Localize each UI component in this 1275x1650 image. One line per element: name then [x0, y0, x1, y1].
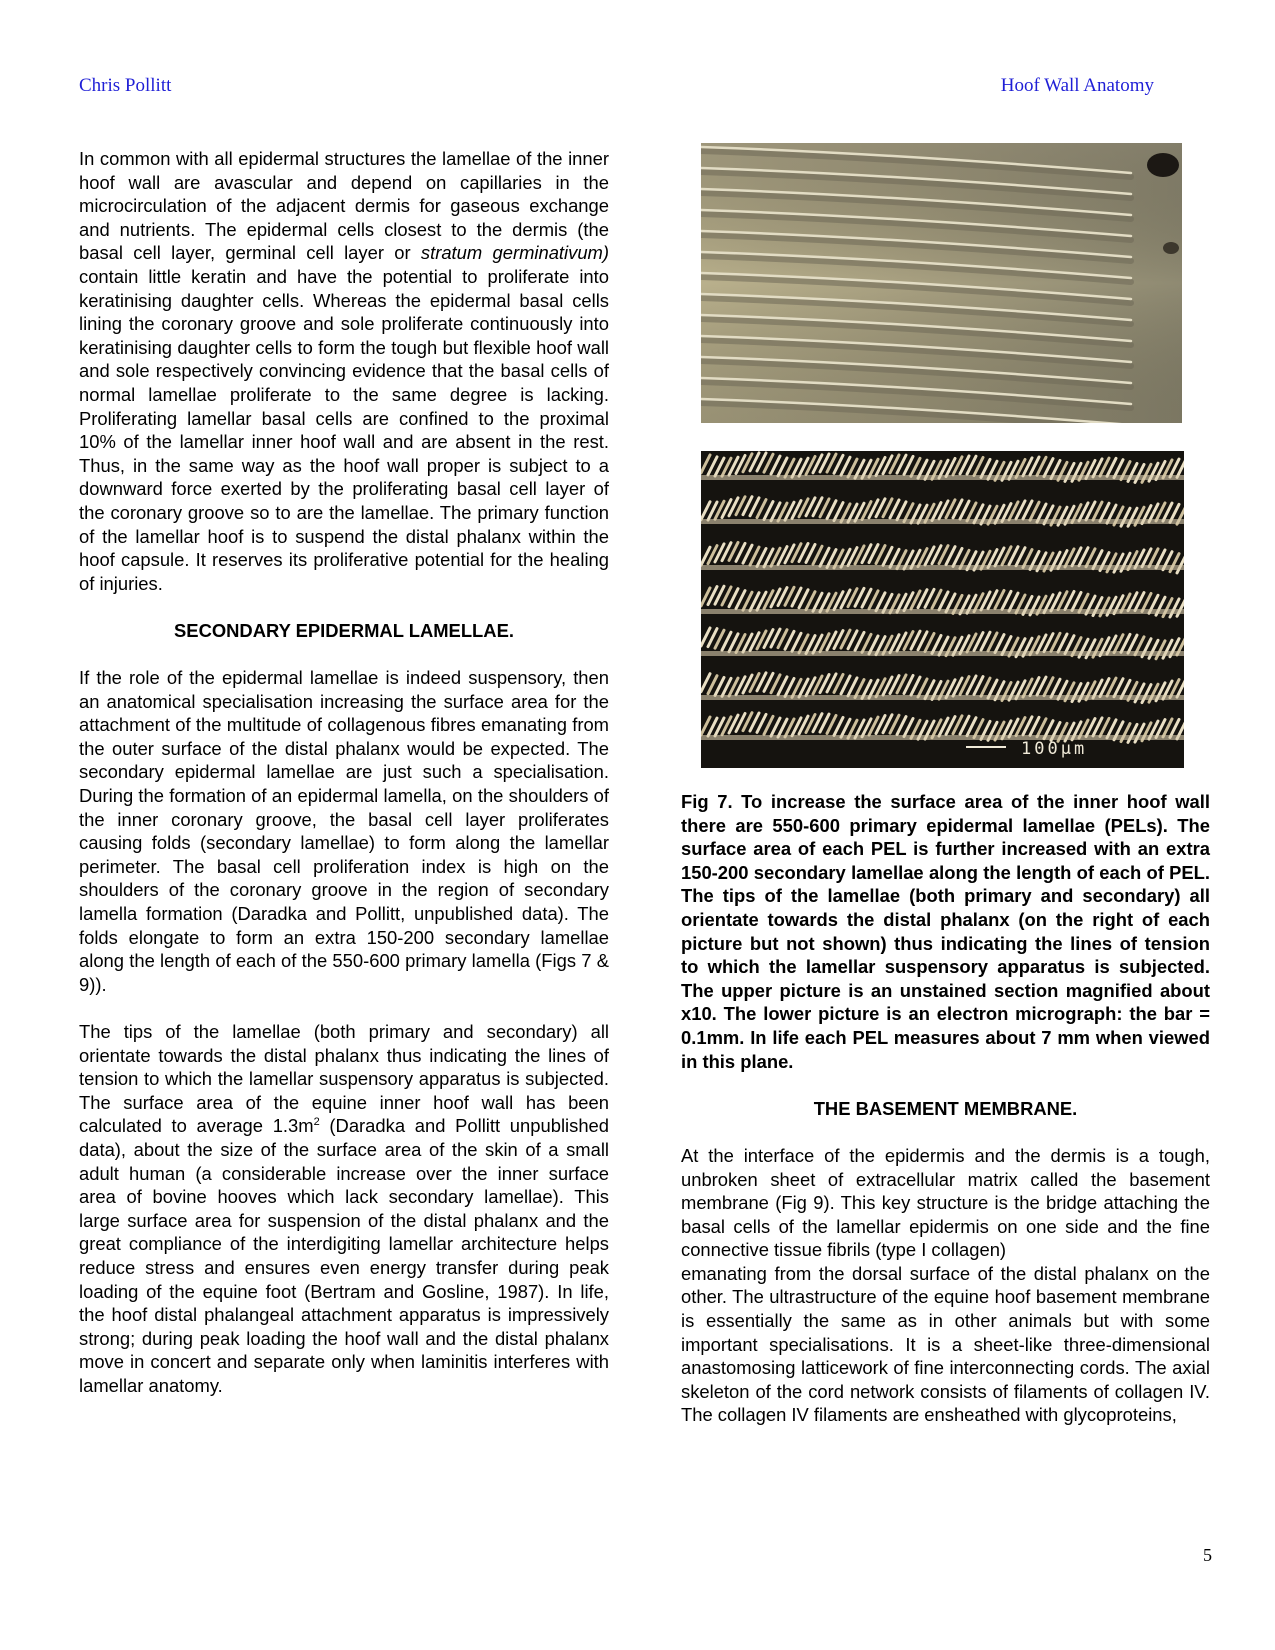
- section-heading-basement-membrane: THE BASEMENT MEMBRANE.: [813, 1097, 1078, 1119]
- paragraph-basement-membrane-a: At the interface of the epidermis and the dermis is a tough, unbroken sheet of extracellular matrix called the basement membrane (Fig 9). This key structure is the bridge attaching the basal cells of the lamellar epidermis on one side and the fine connective tissue fibrils (type I collagen): [681, 1144, 1210, 1261]
- paragraph-secondary-lamellae: If the role of the epidermal lamellae is indeed suspensory, then an anatomical specialisation increasing the surface area for the attachment of the multitude of collagenous fibres emanating from the outer surface of the distal phalanx would be expected. The secondary epidermal lamellae are just such a specialisation. During the formation of an epidermal lamella, on the shoulders of the inner coronary groove, the basal cell layer proliferates causing folds (secondary lamellae) to form along the lamellar perimeter. The basal cell proliferation index is high on the shoulders of the coronary groove in the region of secondary lamella formation (Daradka and Pollitt, unpublished data). The folds elongate to form an extra 150-200 secondary lamellae along the length of each of the 550-600 primary lamella (Figs 7 & 9)).: [79, 667, 609, 995]
- figure-caption: Fig 7. To increase the surface area of the inner hoof wall there are 550-600 primary epidermal lamellae (PELs). The surface area of each PEL is further increased with an extra 150-200 secondary lamellae along the length of each of PEL. The tips of the lamellae (both primary and secondary) all orientate towards the distal phalanx (on the right of each picture but not shown) thus indicating the lines of tension to which the lamellar suspensory apparatus is subjected. The upper picture is an unstained section magnified about x10. The lower picture is an electron micrograph: the bar = 0.1mm. In life each PEL measures about 7 mm when viewed in this plane.: [681, 791, 1210, 1072]
- lamellae-section-photo: [701, 143, 1182, 423]
- electron-micrograph-photo: [701, 451, 1184, 768]
- paragraph-basement-membrane-b: emanating from the dorsal surface of the distal phalanx on the other. The ultrastructure of the equine hoof basement membrane is essentially the same as in other animals but with some important specialisations. It is a sheet-like three-dimensional anastomosing latticework of fine interconnecting cords. The axial skeleton of the cord network consists of filaments of collagen IV. The collagen IV filaments are ensheathed with glycoproteins,: [681, 1262, 1210, 1426]
- paragraph-lamellar-tips-text-a: The tips of the lamellae (both primary and secondary) all orientate towards the distal phalanx thus indicating the lines of tension to which the lamellar suspensory apparatus is subjected. The surface area of the equine inner hoof wall has been calculated to average 1.3m: [79, 1020, 609, 1137]
- scale-bar-label: 100µm: [1021, 739, 1088, 759]
- section-heading-secondary-lamellae: SECONDARY EPIDERMAL LAMELLAE.: [174, 619, 514, 641]
- header-author: Chris Pollitt: [79, 75, 172, 96]
- superscript-two: 2: [313, 1116, 320, 1129]
- header-title: Hoof Wall Anatomy: [1000, 75, 1154, 96]
- left-column: [79, 147, 609, 1397]
- page-number: 5: [1203, 1545, 1212, 1565]
- paragraph-intro: [79, 147, 609, 595]
- paragraph-lamellar-tips: [79, 1020, 609, 1398]
- paragraph-lamellar-tips-text-b: (Daradka and Pollitt unpublished data), about the size of the surface area of the skin of a small adult human (a considerable increase over the inner surface area of bovine hooves which lack secondary lamellae). This large surface area for suspension of the distal phalanx and the great compliance of the interdigiting lamellar architecture helps reduce stress and ensures even energy transfer during peak loading of the equine foot (Bertram and Gosline, 1987). In life, the hoof distal phalangeal attachment apparatus is impressively strong; during peak loading the hoof wall and the distal phalanx move in concert and separate only when laminitis interferes with lamellar anatomy.: [79, 1115, 609, 1396]
- stratum-germinativum-term: stratum germinativum): [420, 242, 609, 264]
- paragraph-intro-text-b: contain little keratin and have the potential to proliferate into keratinising daughter cells. Whereas the epidermal basal cells lining the coronary groove and sole proliferate continuously into keratinising daughter cells to form the tough but flexible hoof wall and sole respectively convincing evidence that the basal cells of normal lamellae proliferate to the same degree is lacking. Proliferating lamellar basal cells are confined to the proximal 10% of the lamellar inner hoof wall and are absent in the rest. Thus, in the same way as the hoof wall proper is subject to a downward force exerted by the proliferating basal cell layer of the coronary groove so to are the lamellae. The primary function of the lamellar hoof is to suspend the distal phalanx within the hoof capsule. It reserves its proliferative potential for the healing of injuries.: [79, 265, 609, 594]
- paragraph-intro-text-a: In common with all epidermal structures the lamellae of the inner hoof wall are avascular and depend on capillaries in the microcirculation of the adjacent dermis for gaseous exchange and nutrients. The epidermal cells closest to the dermis (the basal cell layer, germinal cell layer or: [79, 148, 609, 264]
- right-column: [681, 790, 1210, 1427]
